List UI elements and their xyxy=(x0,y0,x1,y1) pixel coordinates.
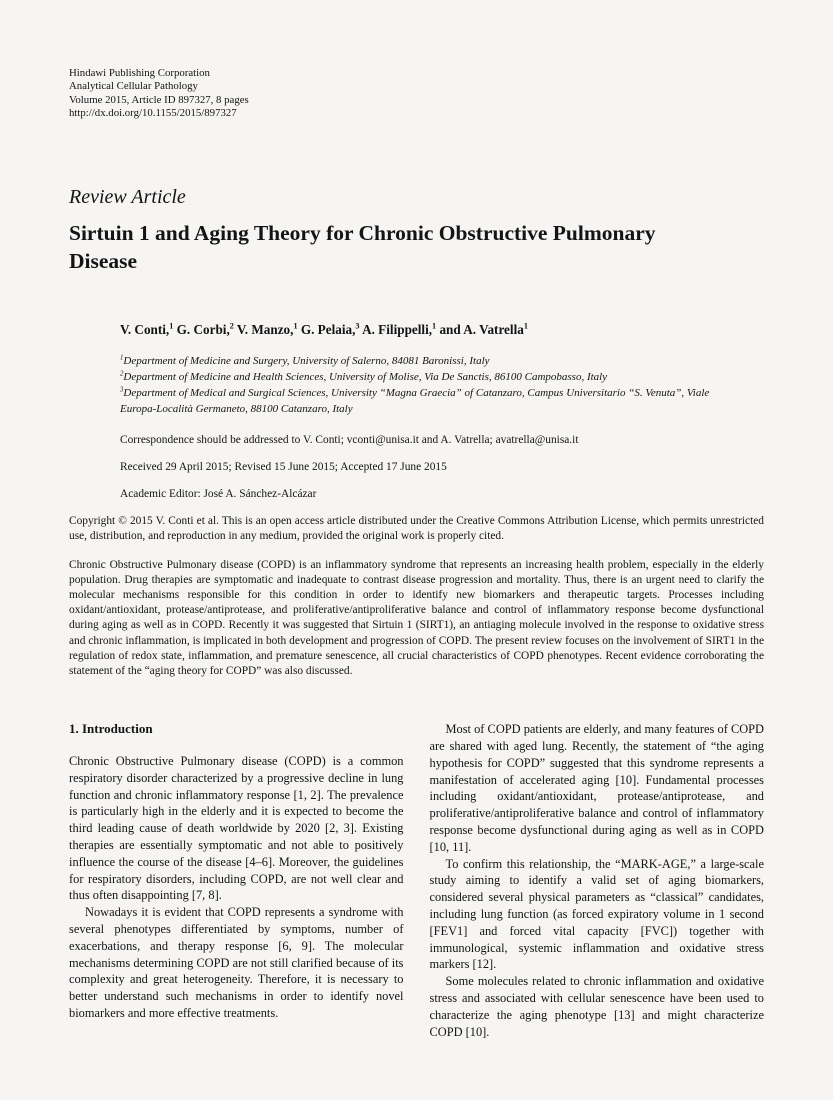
author-name: G. Pelaia, xyxy=(297,321,356,337)
left-column-text xyxy=(69,753,404,1022)
right-column xyxy=(430,721,765,1040)
publisher-name: Hindawi Publishing Corporation xyxy=(69,67,210,79)
author-name: V. Manzo, xyxy=(233,321,294,337)
abstract-text: Chronic Obstructive Pulmonary disease (COPD) is an inflammatory syndrome that represents an increasing health problem, especially in the elderly population. Drug therapies are symptomatic and inadequate to contrast disease progression and mortality. Thus, there is an urgent need to clarify the molecular mechanisms responsible for this condition in order to identify new biomarkers and therapeutic targets. Processes including oxidant/antioxidant, protease/antiprotease, and proliferative/antiproliferative balance and control of inflammatory response become dysfunctional during aging as well as in COPD. Recently it was suggested that Sirtuin 1 (SIRT1), an antiaging molecule involved in the response to oxidative stress and chronic inflammation, is implicated in both development and progression of COPD. The present review focuses on the involvement of SIRT1 in the regulation of redox state, inflammation, and premature senescence, all crucial characteristics of COPD phenotypes. Recent evidence corroborating the statement of the “aging theory for COPD” was also discussed. xyxy=(69,558,764,678)
affiliation: $^1$Department of Medicine and Surgery, University of Salerno, 84081 Baronissi, Italy xyxy=(120,353,490,367)
volume-info: Volume 2015, Article ID 897327, 8 pages xyxy=(69,93,249,106)
body-columns xyxy=(69,721,764,1040)
copyright-notice: Copyright © 2015 V. Conti et al. This is an open access article distributed under the Creative Commons Attribution License, which permits unrestricted use, distribution, and reproduction in any medium, provided the original work is properly cited. xyxy=(69,514,764,542)
author-affiliation-sup: 1 xyxy=(432,321,437,331)
left-column xyxy=(69,721,404,1040)
author-name: A. Filippelli, xyxy=(359,321,433,337)
author-name: G. Corbi, xyxy=(173,321,230,337)
body-paragraph: To confirm this relationship, the “MARK-AGE,” a large-scale study aiming to identify a valid set of aging biomarkers, considered several physical parameters as “classical” candidates, including lung function (as forced expiratory volume in 1 second [FEV1] and forced vital capacity [FVC]) together with immunological, systemic inflammation and oxidative stress markers [12]. xyxy=(429,856,764,972)
affiliation: $^3$Department of Medical and Surgical Sciences, University “Magna Graecia” of Catanzaro, Campus Universitario “S. Venuta”, Viale Europa-Località Germaneto, 88100 Catanzaro, Italy xyxy=(120,385,710,415)
section-heading-introduction: 1. Introduction xyxy=(69,721,153,737)
article-type: Review Article xyxy=(69,185,186,208)
journal-name: Analytical Cellular Pathology xyxy=(69,80,198,93)
author-affiliation-sup: 1 xyxy=(523,321,528,331)
right-column-text xyxy=(430,721,765,1040)
body-paragraph: Chronic Obstructive Pulmonary disease (COPD) is a common respiratory disorder characterized by a progressive decline in lung function and chronic inflammatory response [1, 2]. The prevalence is particularly high in the elderly and it is expected to become the third leading cause of death worldwide by 2020 [2, 3]. Existing therapies are essentially symptomatic and not able to positively influence the course of the disease [4–6]. Moreover, the guidelines for respiratory disorders, including COPD, are not well clear and thus often disappointing [7, 8]. xyxy=(69,754,404,903)
affiliation: $^2$Department of Medicine and Health Sciences, University of Molise, Via De Sanctis, 86100 Campobasso, Italy xyxy=(120,369,608,383)
affiliations xyxy=(120,353,720,417)
history-line: Received 29 April 2015; Revised 15 June 2015; Accepted 17 June 2015 xyxy=(120,460,447,473)
body-paragraph: Most of COPD patients are elderly, and many features of COPD are shared with aged lung. Recently, the statement of “the aging hypothesis for COPD” suggested that this syndrome represents a manifestation of accelerated aging [10]. Fundamental processes including oxidant/antioxidant, protease/antiprotease, and proliferative/antiproliferative balance and control of inflammatory response become dysfunctional during aging as well as in COPD [10, 11]. xyxy=(429,722,764,854)
author-affiliation-sup: 2 xyxy=(229,321,234,331)
author-affiliation-sup: 1 xyxy=(293,321,298,331)
correspondence-line: Correspondence should be addressed to V. Conti; vconti@unisa.it and A. Vatrella; avatrella@unisa.it xyxy=(120,433,579,446)
author-name: V. Conti, xyxy=(120,321,170,337)
body-paragraph: Nowadays it is evident that COPD represents a syndrome with several phenotypes differentiated by symptoms, number of exacerbations, and therapy response [6, 9]. The molecular mechanisms determining COPD are not still clarified because of its complexity and great heterogeneity. Therefore, it is necessary to better understand such mechanisms in order to identify novel biomarkers and more effective treatments. xyxy=(69,905,404,1020)
affiliation-sup: 2 xyxy=(120,369,124,377)
article-meta xyxy=(120,321,764,502)
affiliation-sup: 3 xyxy=(120,385,124,393)
affiliation-sup: 1 xyxy=(120,353,124,361)
academic-editor-line: Academic Editor: José A. Sánchez-Alcázar xyxy=(120,487,317,500)
author-affiliation-sup: 3 xyxy=(355,321,360,331)
doi-link[interactable]: http://dx.doi.org/10.1155/2015/897327 xyxy=(69,107,237,120)
author-name: and A. Vatrella xyxy=(436,321,524,337)
author-line xyxy=(120,321,764,338)
article-title: Sirtuin 1 and Aging Theory for Chronic Obstructive Pulmonary Disease xyxy=(69,220,656,273)
author-affiliation-sup: 1 xyxy=(169,321,174,331)
body-paragraph: Some molecules related to chronic inflammation and oxidative stress and associated with cellular senescence have been used to characterize the aging phenotype [13] and might characterize COPD [10]. xyxy=(429,974,764,1039)
publisher-block xyxy=(69,67,764,121)
